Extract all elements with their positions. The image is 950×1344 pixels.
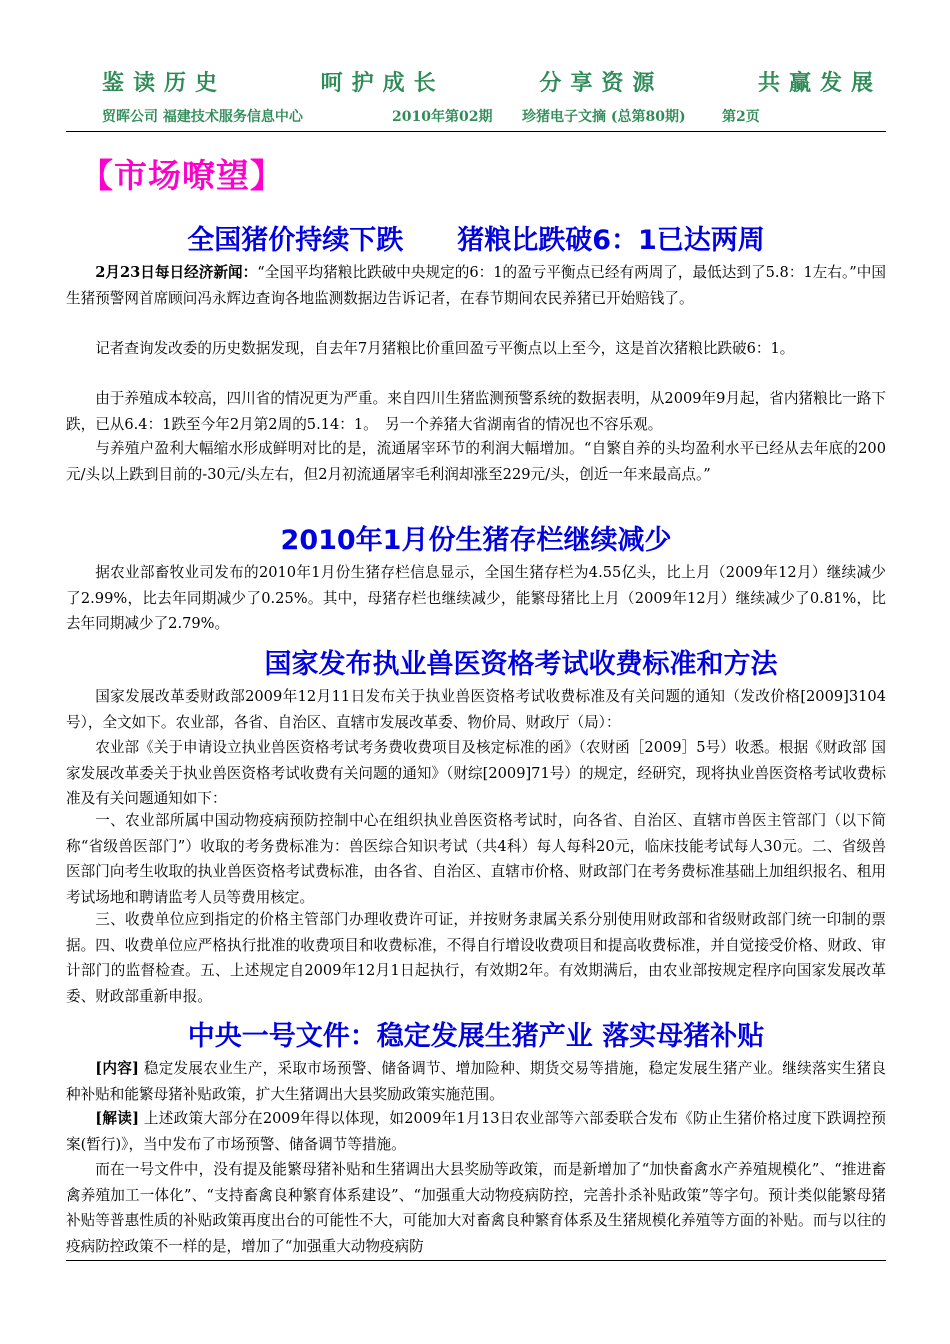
article-paragraph: 而在一号文件中，没有提及能繁母猪补贴和生猪调出大县奖励等政策，而是新增加了“加快畜禽水产养殖规模化”、“推进畜禽养殖加工一体化”、“支持畜禽良种繁育体系建设”、“加强重大动物疫病防控，完善扑杀补贴政策”等字句。预计类似能繁母猪补贴等普惠性质的补贴政策再度出台的可能性不大，可能加大对畜禽良种繁育体系及生猪规模化养殖等方面的补贴。而与以往的疫病防控政策不一样的是，增加了“加强重大动物疫病防	[66, 1161, 886, 1255]
article-title: 2010年1月份生猪存栏继续减少	[280, 525, 672, 556]
motto-item: 呵护成长	[320, 71, 445, 96]
article-title: 全国猪价持续下跌 猪粮比跌破6：1已达两周	[187, 225, 765, 256]
article-paragraph	[66, 1056, 886, 1107]
motto-item: 分享资源	[539, 71, 664, 96]
header-subline	[102, 106, 882, 126]
article-paragraph: 农业部《关于申请设立执业兽医资格考试考务费收费项目及核定标准的函》（农财函［2009］5号）收悉。根据《财政部 国家发展改革委关于执业兽医资格考试收费有关问题的通知》（财综[2009]71号）的规定，经研究，现将执业兽医资格考试收费标准及有关问题通知如下：	[66, 739, 886, 807]
article-title: 中央一号文件：稳定发展生猪产业 落实母猪补贴	[187, 1021, 765, 1052]
content-label: [内容]	[95, 1060, 139, 1077]
motto-item: 鉴读历史	[102, 71, 227, 96]
motto-item: 共赢发展	[757, 71, 882, 96]
article-paragraph	[66, 1106, 886, 1157]
footer-divider	[66, 1260, 886, 1261]
interpretation-label: [解读]	[95, 1110, 139, 1127]
issue-number: 2010年第02期	[392, 109, 493, 125]
page-number: 第2页	[722, 109, 760, 125]
article-paragraph: 据农业部畜牧业司发布的2010年1月份生猪存栏信息显示，全国生猪存栏为4.55亿头，比上月（2009年12月）继续减少了2.99%，比去年同期减少了0.25%。其中，母猪存栏也继续减少，能繁母猪比上月（2009年12月）继续减少了0.81%，比去年同期减少了2.79%。	[66, 564, 886, 632]
article-title: 国家发布执业兽医资格考试收费标准和方法	[264, 649, 778, 680]
article-paragraph	[66, 260, 886, 311]
header-motto	[102, 66, 882, 97]
article-paragraph: 由于养殖成本较高，四川省的情况更为严重。来自四川生猪监测预警系统的数据表明，从2009年9月起，省内猪粮比一路下跌，已从6.4：1跌至今年2月第2周的5.14：1。 另一个养猪大省湖南省的情况也不容乐观。	[66, 390, 886, 433]
article-paragraph: 一、农业部所属中国动物疫病预防控制中心在组织执业兽医资格考试时，向各省、自治区、直辖市兽医主管部门（以下简称“省级兽医部门”）收取的考务费标准为：兽医综合知识考试（共4科）每人每科20元，临床技能考试每人30元。二、省级兽医部门向考生收取的执业兽医资格考试费标准，由各省、自治区、直辖市价格、财政部门在考务费标准基础上加组织报名、租用考试场地和聘请监考人员等费用核定。	[66, 812, 886, 906]
article-paragraph: 三、收费单位应到指定的价格主管部门办理收费许可证，并按财务隶属关系分别使用财政部和省级财政部门统一印制的票据。四、收费单位应严格执行批准的收费项目和收费标准，不得自行增设收费项目和提高收费标准，并自觉接受价格、财政、审计部门的监督检查。五、上述规定自2009年12月1日起执行，有效期2年。有效期满后，由农业部按规定程序向国家发展改革委、财政部重新申报。	[66, 911, 886, 1005]
article-paragraph: 国家发展改革委财政部2009年12月11日发布关于执业兽医资格考试收费标准及有关问题的通知（发改价格[2009]3104号），全文如下。农业部，各省、自治区、直辖市发展改革委、物价局、财政厅（局）：	[66, 688, 886, 731]
paragraph-text: “全国平均猪粮比跌破中央规定的6：1的盈亏平衡点已经有两周了，最低达到了5.8：1左右。”中国生猪预警网首席顾问冯永辉边查询各地监测数据边告诉记者，在春节期间农民养猪已开始赔钱了。	[66, 264, 886, 307]
news-source-lead: 2月23日每日经济新闻：	[95, 264, 258, 281]
article-paragraph: 与养殖户盈利大幅缩水形成鲜明对比的是，流通屠宰环节的利润大幅增加。“自繁自养的头均盈利水平已经从去年底的200元/头以上跌到目前的-30元/头左右，但2月初流通屠宰毛利润却涨至229元/头，创近一年来最高点。”	[66, 440, 886, 483]
paragraph-text: 稳定发展农业生产，采取市场预警、储备调节、增加险种、期货交易等措施，稳定发展生猪产业。继续落实生猪良种补贴和能繁母猪补贴政策，扩大生猪调出大县奖励政策实施范围。	[66, 1060, 886, 1103]
header-divider	[66, 131, 886, 132]
company-name: 贸晖公司 福建技术服务信息中心	[102, 109, 303, 125]
article-paragraph: 记者查询发改委的历史数据发现，自去年7月猪粮比价重回盈亏平衡点以上至今，这是首次猪粮比跌破6：1。	[95, 340, 795, 357]
paragraph-text: 上述政策大部分在2009年得以体现，如2009年1月13日农业部等六部委联合发布《防止生猪价格过度下跌调控预案(暂行)》，当中发布了市场预警、储备调节等措施。	[66, 1110, 886, 1153]
digest-name: 珍猪电子文摘 (总第80期)	[522, 109, 686, 125]
section-title: 【市场嘹望】	[80, 156, 284, 195]
